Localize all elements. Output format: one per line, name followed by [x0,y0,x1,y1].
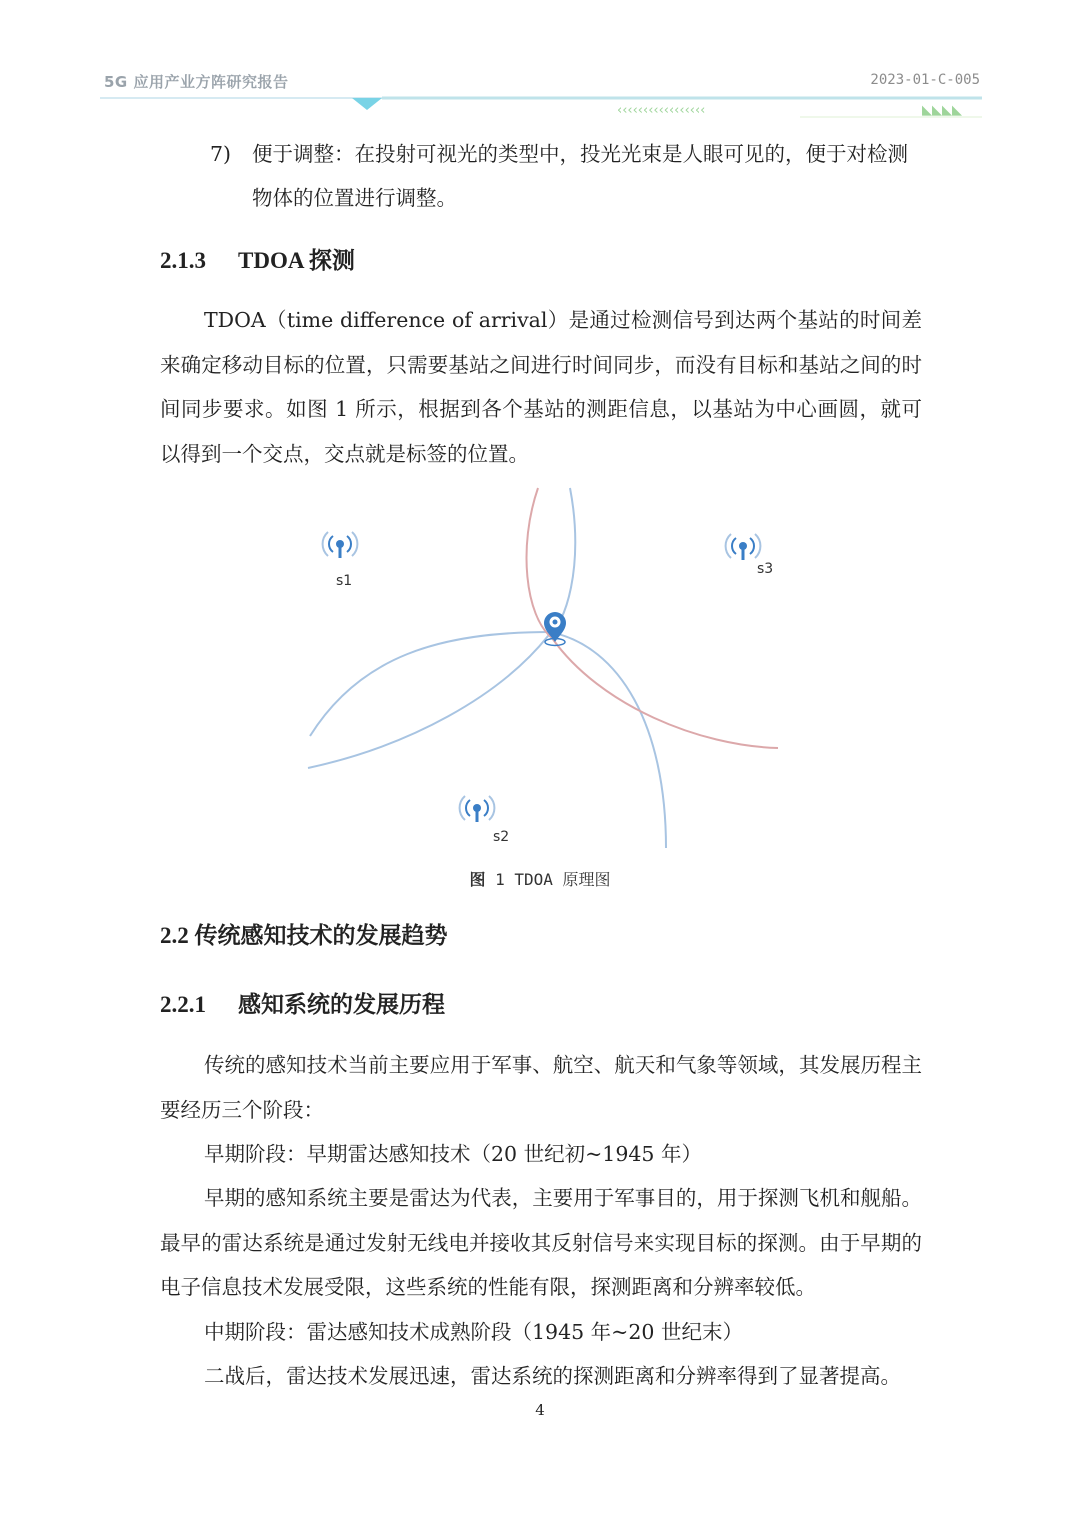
base-station-s2-icon [460,796,495,822]
station-label-s2: s2 [493,829,510,845]
base-station-s3-icon [726,534,761,560]
section-title: 传统感知技术的发展趋势 [194,923,448,948]
document-id: 2023-01-C-005 [870,72,980,88]
circle-arc-s2-left [310,632,550,736]
paragraph-middle-stage: 中期阶段：雷达感知技术成熟阶段（1945 年~20 世纪末） [204,1320,743,1344]
circle-arc-s1 [308,488,575,768]
list-item-text: 便于调整：在投射可视光的类型中，投光光束是人眼可见的，便于对检测物体的位置进行调整。 [252,142,908,210]
paragraph-tdoa: TDOA（time difference of arrival）是通过检测信号到达两个基站的时间差来确定移动目标的位置，只需要基站之间进行时间同步，而没有目标和基站之间的时间同步要求。如图 1 所示，根据到各个基站的测距信息，以基站为中心画圆，就可以得到一个交点，交点就是标签的位置。 [160,308,922,466]
section-title: 感知系统的发展历程 [238,992,445,1017]
circle-arc-s2-right [550,632,666,848]
figure-caption [0,867,1080,890]
caption-label: 图 [469,870,486,889]
section-number: 2.2.1 [160,992,206,1017]
paragraph-postwar: 二战后，雷达技术发展迅速，雷达系统的探测距离和分辨率得到了显著提高。 [204,1364,901,1388]
header-decoration [100,92,982,120]
paragraph-early-details: 早期的感知系统主要是雷达为代表，主要用于军事目的，用于探测飞机和舰船。最早的雷达系统是通过发射无线电并接收其反射信号来实现目标的探测。由于早期的电子信息技术发展受限，这些系统的性能有限，探测距离和分辨率较低。 [160,1186,922,1299]
paragraph-early-stage: 早期阶段：早期雷达感知技术（20 世纪初~1945 年） [204,1142,702,1166]
section-number: 2.1.3 [160,248,206,273]
svg-text:‹‹‹‹‹‹‹‹‹‹‹‹‹‹‹‹‹: ‹‹‹‹‹‹‹‹‹‹‹‹‹‹‹‹‹ [617,103,706,118]
station-label-s3: s3 [757,561,774,577]
section-title: TDOA 探测 [238,248,355,273]
header-title: 5G 应用产业方阵研究报告 [104,73,289,91]
section-heading-2-1-3 [160,242,355,275]
caption-text: 1 TDOA 原理图 [495,870,611,889]
base-station-s1-icon [323,532,358,558]
circle-arc-s3-right [552,638,778,748]
paragraph-history-intro: 传统的感知技术当前主要应用于军事、航空、航天和气象等领域，其发展历程主要经历三个阶段： [160,1053,922,1122]
section-heading-2-2-1 [160,986,445,1019]
list-item-7 [210,132,922,220]
list-item-number: 7) [210,142,232,166]
section-number: 2.2 [160,923,189,948]
station-label-s1: s1 [336,573,353,589]
location-pin-icon [544,612,566,646]
tdoa-diagram [300,486,780,852]
section-heading-2-2 [160,917,448,950]
svg-text:◣◣◣◣: ◣◣◣◣ [922,103,962,118]
page-number: 4 [535,1401,545,1419]
